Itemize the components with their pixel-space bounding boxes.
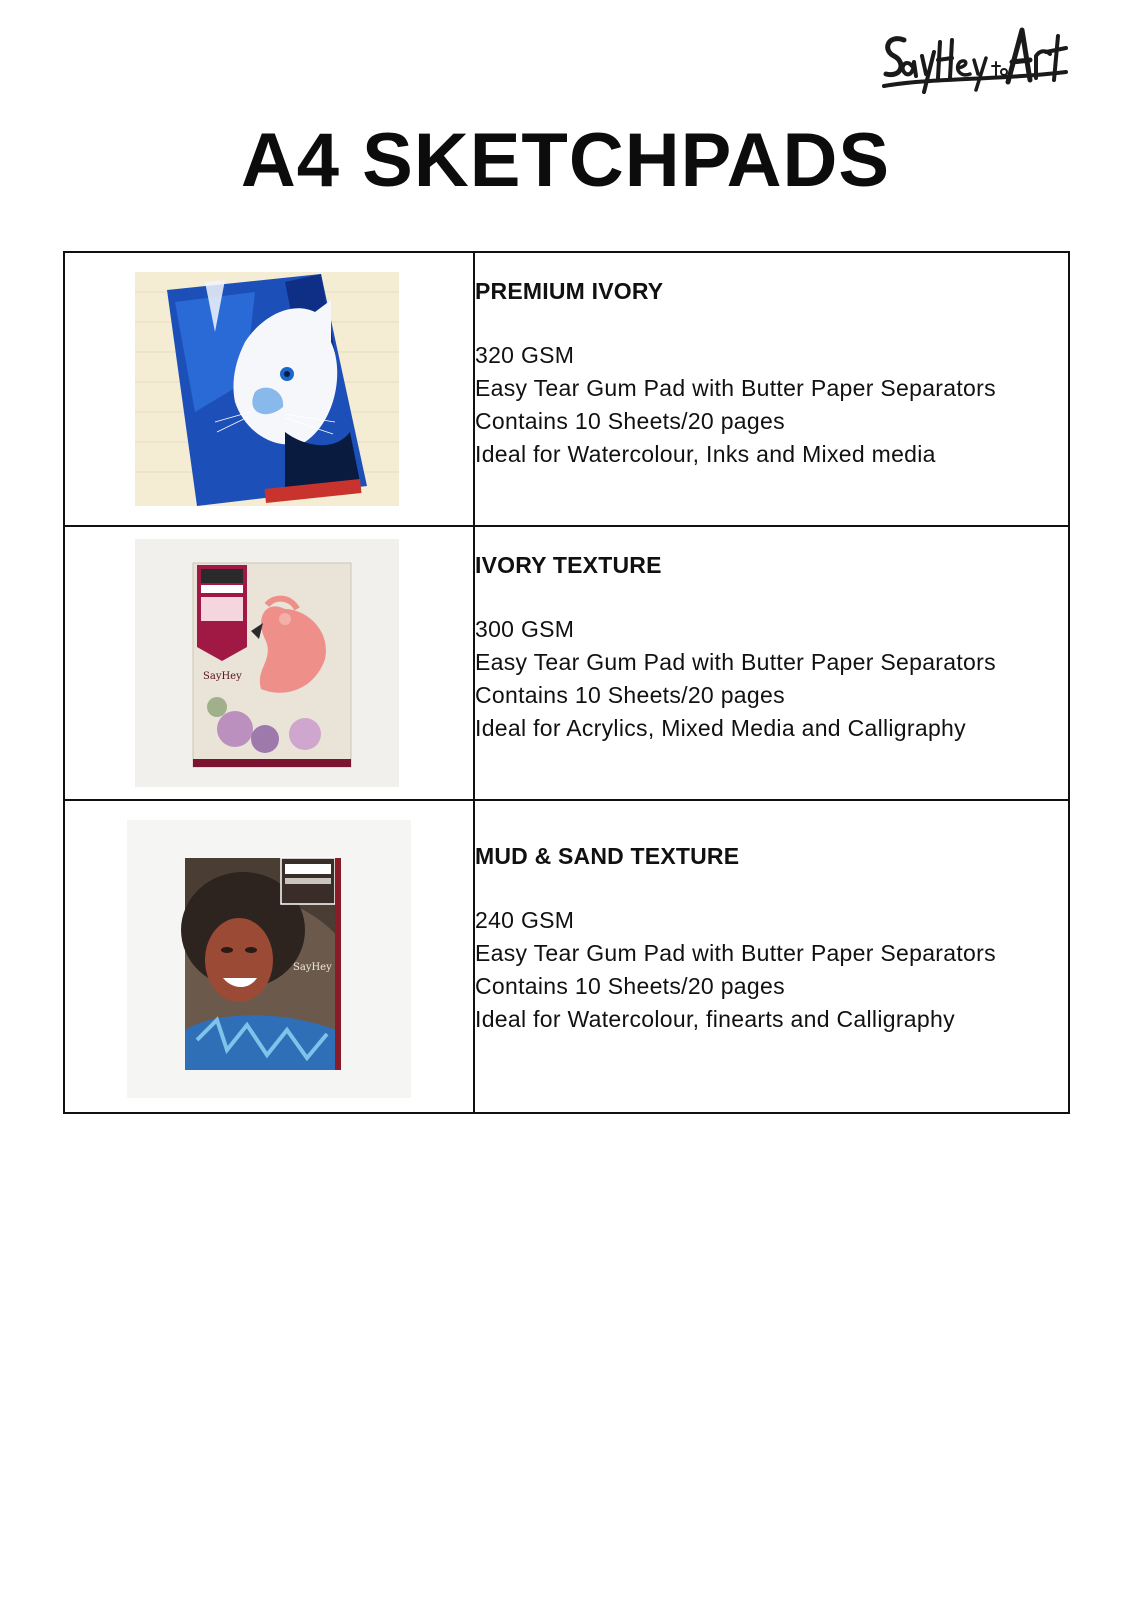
svg-text:SayHey: SayHey: [203, 671, 242, 682]
product-details: [475, 339, 1068, 471]
portrait-sketchpad-image: [127, 820, 411, 1098]
product-image-cell: [64, 800, 474, 1113]
product-contents: Contains 10 Sheets/20 pages: [475, 973, 785, 999]
product-gsm: 240 GSM: [475, 907, 575, 933]
product-info-cell: [474, 252, 1069, 526]
product-image-cell: [64, 526, 474, 800]
product-row: [64, 526, 1069, 800]
product-table: [63, 251, 1070, 1114]
product-ideal-for: Ideal for Watercolour, finearts and Calligraphy: [475, 1006, 955, 1032]
product-info-cell: [474, 800, 1069, 1113]
product-details: [475, 613, 1068, 745]
blue-cat-sketchpad-image: [135, 272, 399, 506]
product-gsm: 300 GSM: [475, 616, 575, 642]
product-name: IVORY TEXTURE: [475, 552, 662, 578]
brand-logo: [880, 22, 1070, 102]
product-gsm: 320 GSM: [475, 342, 575, 368]
product-contents: Contains 10 Sheets/20 pages: [475, 682, 785, 708]
page-title: A4 SKETCHPADS: [240, 118, 891, 203]
product-row: [64, 252, 1069, 526]
product-info-cell: [474, 526, 1069, 800]
product-binding: Easy Tear Gum Pad with Butter Paper Separators: [475, 649, 996, 675]
product-binding: Easy Tear Gum Pad with Butter Paper Separators: [475, 375, 996, 401]
product-ideal-for: Ideal for Acrylics, Mixed Media and Calligraphy: [475, 715, 966, 741]
product-name: MUD & SAND TEXTURE: [475, 843, 740, 869]
product-details: [475, 904, 1068, 1036]
flamingo-sketchpad-image: [135, 539, 399, 787]
product-contents: Contains 10 Sheets/20 pages: [475, 408, 785, 434]
product-name: PREMIUM IVORY: [475, 278, 664, 304]
product-ideal-for: Ideal for Watercolour, Inks and Mixed media: [475, 441, 936, 467]
svg-text:SayHey: SayHey: [293, 962, 332, 973]
product-binding: Easy Tear Gum Pad with Butter Paper Separators: [475, 940, 996, 966]
product-row: [64, 800, 1069, 1113]
product-image-cell: [64, 252, 474, 526]
